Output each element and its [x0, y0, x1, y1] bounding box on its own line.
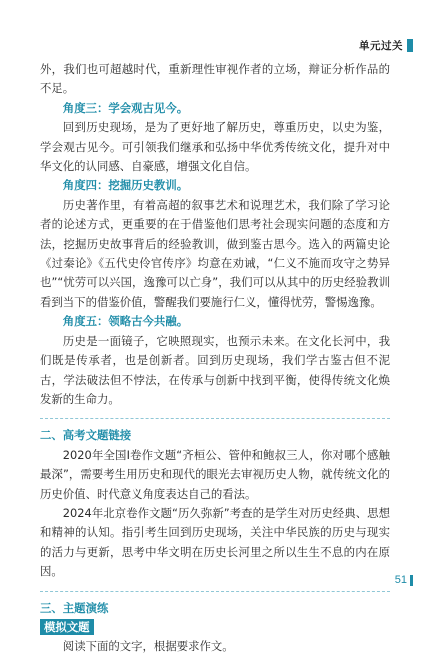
section-three-instruction: 阅读下面的文字，根据要求作文。: [62, 639, 234, 654]
paragraph-continued: 外，我们也可超越时代，重新理性审视作者的立场，辩证分析作品的不足。: [40, 62, 390, 96]
unit-header-title: 单元过关: [359, 40, 403, 52]
angle-five-heading: 角度五：领略古今共融。: [62, 314, 189, 329]
paragraph-angle-five: 历史是一面镜子，它映照现实，也预示未来。在文化长河中，我们既是传承者，也是创新者。回到历史现场，我们学古鉴古但不泥古，学法破法但不悖法，在传承与创新中找到平衡，使得传统文化焕发新的生命力。: [40, 333, 390, 406]
angle-four-heading: 角度四：挖掘历史教训。: [62, 178, 189, 193]
unit-header: [359, 38, 413, 53]
paragraph-angle-three: 回到历史现场，是为了更好地了解历史，尊重历史，以史为鉴，学会观古见今。可引领我们继承和弘扬中华优秀传统文化，提升对中华文化的认同感、自豪感，增强文化自信。: [40, 120, 390, 174]
paragraph-angle-four: 历史著作里，有着高超的叙事艺术和说理艺术，我们除了学习论者的论述方式，更重要的在于借鉴他们思考社会现实问题的态度和方法，挖掘历史故事背后的经验教训，做到鉴古思今。选入的两篇史论《过秦论》《五代史伶官传序》均意在劝诫，“仁义不施而攻守之势异也”“忧劳可以兴国，逸豫可以亡身”，我们可以从其中的历史经验教训看到当下的借鉴价值，警醒我们要施行仁义，懂得忧劳，警惕逸豫。: [40, 197, 390, 309]
section-two-title: 二、高考文题链接: [40, 428, 132, 443]
section-two-paragraph-2: 2024年北京卷作文题“历久弥新”考查的是学生对历史经典、思想和精神的认知。指引考生回到历史现场，关注中华民族的历史与现实的活力与更新，思考中华文明在历史长河里之所以生生不息的内在原因。: [40, 505, 390, 579]
section-divider: [40, 418, 390, 419]
section-divider: [40, 591, 390, 592]
angle-three-heading: 角度三：学会观古见今。: [62, 100, 189, 115]
page-content: [40, 60, 390, 657]
mock-topic-tag: 模拟文题: [40, 619, 94, 635]
page-number-bar: [410, 575, 413, 586]
section-three-title: 三、主题演练: [40, 600, 109, 615]
header-accent-bar: [407, 39, 413, 52]
page-number-text: 51: [394, 574, 407, 586]
section-two-paragraph-1: 2020年全国Ⅰ卷作文题“齐桓公、管仲和鲍叔三人，你对哪个感触最深”，需要考生用历史和现代的眼光去审视历史人物，就传统文化的历史价值、时代意义角度表达自己的看法。: [40, 447, 390, 501]
page-number: [395, 574, 413, 586]
